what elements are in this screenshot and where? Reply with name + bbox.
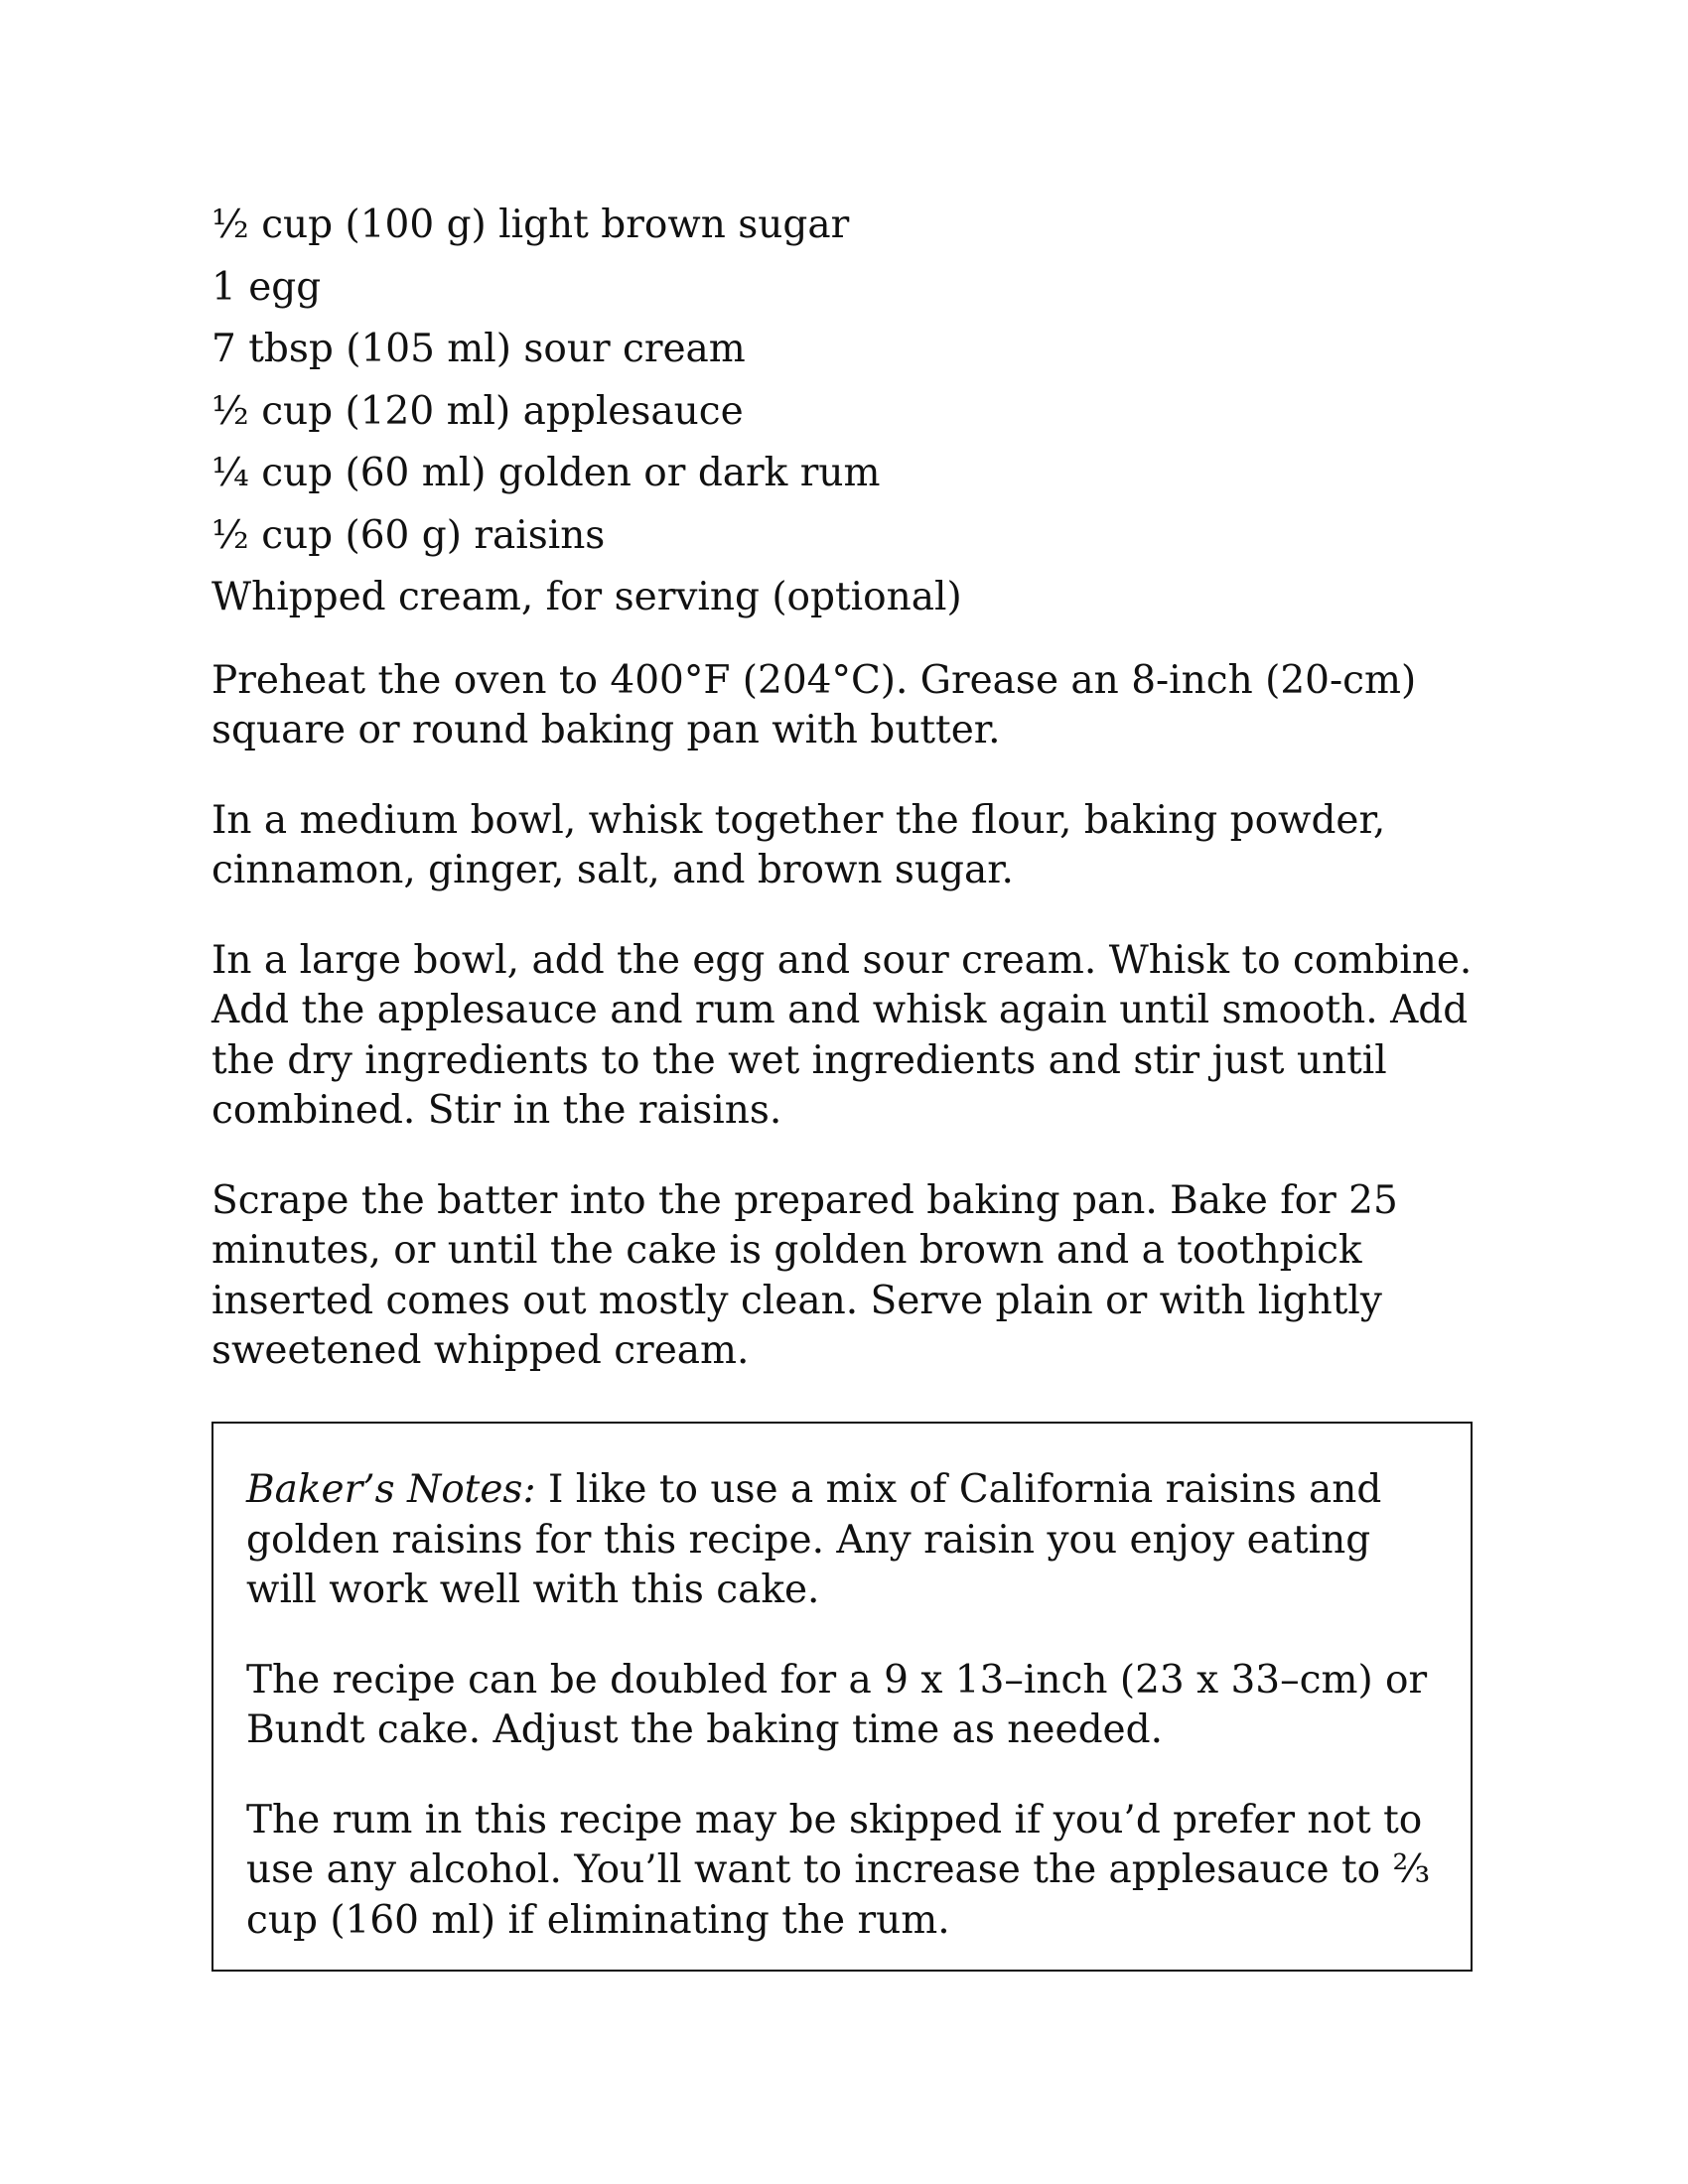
recipe-body <box>211 195 1477 1377</box>
ingredient-item: ¼ cup (60 ml) golden or dark rum <box>211 451 881 495</box>
ingredient-item: ½ cup (60 g) raisins <box>211 512 606 558</box>
instruction-step-1: Preheat the oven to 400°F (204°C). Grease an 8-inch (20-cm) square or round baking pan with butter. <box>211 657 1417 752</box>
bakers-note-3: The rum in this recipe may be skipped if you’d prefer not to use any alcohol. You’ll want to increase the applesauce to ⅔ cup (160 ml) if eliminating the rum. <box>246 1797 1431 1943</box>
instruction-step-3: In a large bowl, add the egg and sour cream. Whisk to combine. Add the applesauce and rum and whisk again until smooth. Add the dry ingredients to the wet ingredients and stir just until combined. Stir in the raisins. <box>211 937 1473 1133</box>
ingredient-list <box>211 195 1477 629</box>
instruction-step-2: In a medium bowl, whisk together the flour, baking powder, cinnamon, ginger, salt, and brown sugar. <box>211 797 1386 892</box>
ingredient-item: ½ cup (120 ml) applesauce <box>211 388 744 434</box>
bakers-note-1-text: I like to use a mix of California raisins and golden raisins for this recipe. Any raisin you enjoy eating will work well with this cake. <box>246 1467 1382 1612</box>
ingredient-item: 1 egg <box>211 264 322 310</box>
bakers-notes-label: Baker’s Notes: <box>246 1467 536 1512</box>
bakers-notes-box <box>211 1422 1473 1972</box>
bakers-note-1 <box>246 1465 1441 1616</box>
ingredient-item: Whipped cream, for serving (optional) <box>211 575 962 619</box>
ingredient-item: ½ cup (100 g) light brown sugar <box>211 203 850 247</box>
ingredient-item: 7 tbsp (105 ml) sour cream <box>211 327 746 371</box>
instruction-step-4: Scrape the batter into the prepared baking pan. Bake for 25 minutes, or until the cake is golden brown and a toothpick inserted comes out mostly clean. Serve plain or with lightly sweetened whipped cream. <box>211 1177 1398 1373</box>
bakers-note-2: The recipe can be doubled for a 9 x 13–inch (23 x 33–cm) or Bundt cake. Adjust the baking time as needed. <box>246 1657 1428 1752</box>
